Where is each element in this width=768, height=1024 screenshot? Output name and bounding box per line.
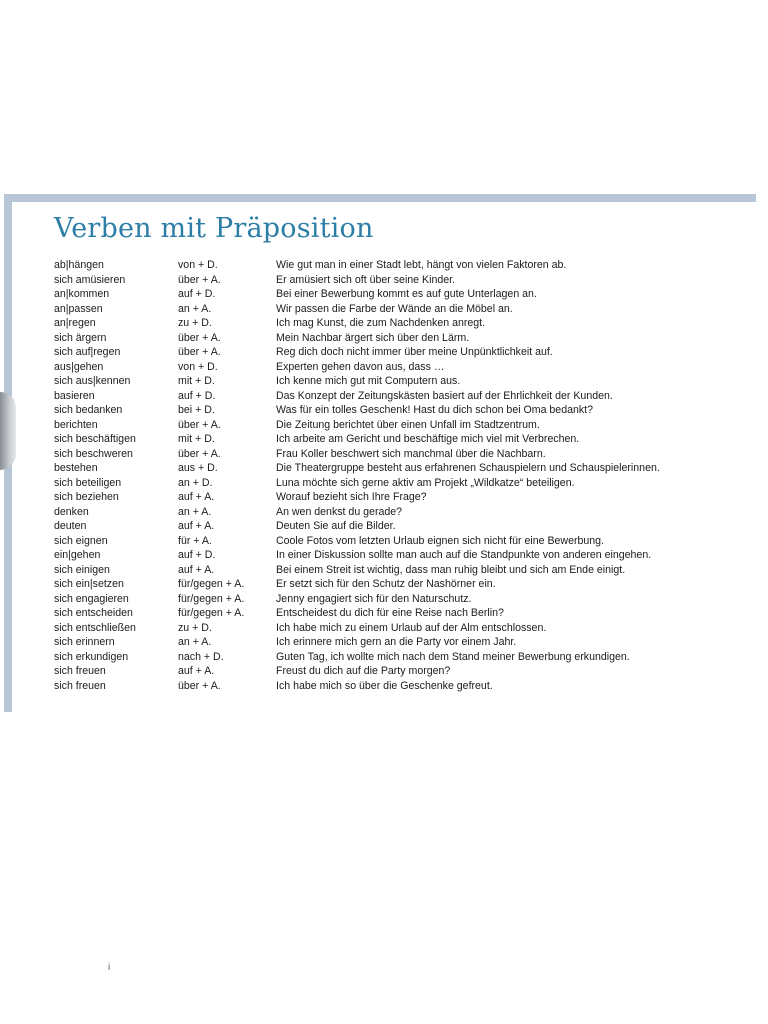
example-sentence: Bei einer Bewerbung kommt es auf gute Unterlagen an. — [276, 288, 537, 300]
preposition: auf + D. — [178, 549, 216, 561]
example-sentence: Freust du dich auf die Party morgen? — [276, 665, 451, 677]
verb: an|kommen — [54, 288, 110, 300]
list-item — [54, 389, 754, 404]
example-sentence: Entscheidest du dich für eine Reise nach Berlin? — [276, 607, 504, 619]
preposition: auf + A. — [178, 520, 215, 532]
verb: sich ärgern — [54, 331, 107, 344]
preposition: bei + D. — [178, 404, 215, 416]
preposition: über + A. — [178, 346, 221, 358]
verb: sich eignen — [54, 534, 108, 547]
example-sentence: Guten Tag, ich wollte mich nach dem Stand meiner Bewerbung erkundigen. — [276, 650, 630, 663]
preposition: für/gegen + A. — [178, 592, 245, 605]
verb: bestehen — [54, 462, 98, 474]
example-sentence: Ich erinnere mich gern an die Party vor einem Jahr. — [276, 636, 517, 648]
example-sentence: Das Konzept der Zeitungskästen basiert auf der Ehrlichkeit der Kunden. — [276, 389, 613, 402]
list-item — [54, 432, 754, 447]
verb: sich entschließen — [54, 621, 136, 634]
list-item — [54, 345, 754, 360]
verb: sich freuen — [54, 665, 106, 677]
example-sentence: Frau Koller beschwert sich manchmal über die Nachbarn. — [276, 447, 546, 460]
preposition: auf + A. — [178, 491, 215, 503]
verb: an|passen — [54, 302, 103, 315]
preposition: von + D. — [178, 259, 218, 271]
verb: aus|gehen — [54, 360, 104, 373]
list-item — [54, 302, 754, 317]
preposition: über + A. — [178, 418, 221, 431]
list-item — [54, 519, 754, 534]
example-sentence: Wir passen die Farbe der Wände an die Möbel an. — [276, 302, 513, 315]
example-sentence: Deuten Sie auf die Bilder. — [276, 520, 396, 532]
example-sentence: Was für ein tolles Geschenk! Hast du dich schon bei Oma bedankt? — [276, 404, 593, 416]
example-sentence: In einer Diskussion sollte man auch auf die Standpunkte von anderen eingehen. — [276, 549, 652, 561]
verb: denken — [54, 505, 89, 518]
example-sentence: Die Theatergruppe besteht aus erfahrenen Schauspielern und Schauspielerinnen. — [276, 462, 660, 474]
list-item — [54, 534, 754, 549]
verb: sich engagieren — [54, 592, 129, 605]
list-item — [54, 490, 754, 505]
preposition: nach + D. — [178, 650, 224, 663]
verb: sich beziehen — [54, 491, 119, 503]
verb: ab|hängen — [54, 259, 104, 271]
verb: an|regen — [54, 317, 96, 329]
preposition: für/gegen + A. — [178, 578, 245, 590]
list-item — [54, 592, 754, 607]
example-sentence: Mein Nachbar ärgert sich über den Lärm. — [276, 331, 470, 344]
page-title: Verben mit Präposition — [54, 213, 374, 244]
list-item — [54, 664, 754, 679]
preposition: aus + D. — [178, 462, 218, 474]
verb: sich erinnern — [54, 636, 115, 648]
preposition: über + A. — [178, 273, 221, 286]
example-sentence: Reg dich doch nicht immer über meine Unpünktlichkeit auf. — [276, 346, 553, 358]
list-item — [54, 258, 754, 273]
list-item — [54, 418, 754, 433]
example-sentence: An wen denkst du gerade? — [276, 505, 403, 518]
example-sentence: Ich habe mich so über die Geschenke gefreut. — [276, 679, 493, 692]
list-item — [54, 331, 754, 346]
example-sentence: Wie gut man in einer Stadt lebt, hängt von vielen Faktoren ab. — [276, 259, 567, 271]
list-item — [54, 635, 754, 650]
preposition: über + A. — [178, 331, 221, 344]
list-item — [54, 360, 754, 375]
preposition: zu + D. — [178, 317, 212, 329]
example-sentence: Er setzt sich für den Schutz der Nashörner ein. — [276, 578, 496, 590]
preposition: von + D. — [178, 360, 218, 373]
preposition: an + D. — [178, 476, 213, 489]
list-item — [54, 403, 754, 418]
top-border — [4, 194, 756, 202]
list-item — [54, 273, 754, 288]
example-sentence: Die Zeitung berichtet über einen Unfall im Stadtzentrum. — [276, 418, 540, 431]
preposition: für/gegen + A. — [178, 607, 245, 619]
verb: sich auf|regen — [54, 346, 121, 358]
preposition: auf + A. — [178, 563, 215, 576]
list-item — [54, 606, 754, 621]
verb-list — [54, 258, 754, 693]
verb: sich beteiligen — [54, 476, 122, 489]
preposition: auf + D. — [178, 288, 216, 300]
preposition: auf + A. — [178, 665, 215, 677]
verb: ein|gehen — [54, 549, 101, 561]
page-footer-mark: i — [108, 962, 111, 973]
list-item — [54, 461, 754, 476]
preposition: über + A. — [178, 679, 221, 692]
list-item — [54, 650, 754, 665]
verb: sich erkundigen — [54, 650, 129, 663]
verb: sich bedanken — [54, 404, 123, 416]
example-sentence: Coole Fotos vom letzten Urlaub eignen sich nicht für eine Bewerbung. — [276, 534, 604, 547]
list-item — [54, 374, 754, 389]
verb: berichten — [54, 418, 98, 431]
list-item — [54, 548, 754, 563]
preposition: für + A. — [178, 534, 212, 547]
list-item — [54, 563, 754, 578]
verb: sich amüsieren — [54, 273, 126, 286]
example-sentence: Er amüsiert sich oft über seine Kinder. — [276, 273, 456, 286]
list-item — [54, 476, 754, 491]
preposition: zu + D. — [178, 621, 212, 634]
verb: deuten — [54, 520, 87, 532]
list-item — [54, 316, 754, 331]
example-sentence: Worauf bezieht sich Ihre Frage? — [276, 491, 427, 503]
preposition: an + A. — [178, 636, 212, 648]
preposition: mit + D. — [178, 375, 215, 387]
preposition: über + A. — [178, 447, 221, 460]
example-sentence: Ich mag Kunst, die zum Nachdenken anregt. — [276, 317, 486, 329]
page-edge-shadow — [0, 392, 16, 470]
verb: sich beschäftigen — [54, 433, 136, 445]
list-item — [54, 447, 754, 462]
verb: sich beschweren — [54, 447, 133, 460]
example-sentence: Jenny engagiert sich für den Naturschutz. — [276, 592, 472, 605]
preposition: mit + D. — [178, 433, 215, 445]
verb: basieren — [54, 389, 95, 402]
verb: sich freuen — [54, 679, 106, 692]
verb: sich aus|kennen — [54, 375, 131, 387]
list-item — [54, 287, 754, 302]
example-sentence: Experten gehen davon aus, dass … — [276, 360, 445, 373]
verb: sich einigen — [54, 563, 110, 576]
preposition: auf + D. — [178, 389, 216, 402]
list-item — [54, 621, 754, 636]
verb: sich entscheiden — [54, 607, 133, 619]
list-item — [54, 577, 754, 592]
list-item — [54, 679, 754, 694]
example-sentence: Ich habe mich zu einem Urlaub auf der Alm entschlossen. — [276, 621, 547, 634]
preposition: an + A. — [178, 505, 212, 518]
verb: sich ein|setzen — [54, 578, 124, 590]
example-sentence: Luna möchte sich gerne aktiv am Projekt „Wildkatze“ beteiligen. — [276, 476, 575, 489]
list-item — [54, 505, 754, 520]
example-sentence: Bei einem Streit ist wichtig, dass man ruhig bleibt und sich am Ende einigt. — [276, 563, 626, 576]
example-sentence: Ich kenne mich gut mit Computern aus. — [276, 375, 461, 387]
preposition: an + A. — [178, 302, 212, 315]
example-sentence: Ich arbeite am Gericht und beschäftige mich viel mit Verbrechen. — [276, 433, 580, 445]
